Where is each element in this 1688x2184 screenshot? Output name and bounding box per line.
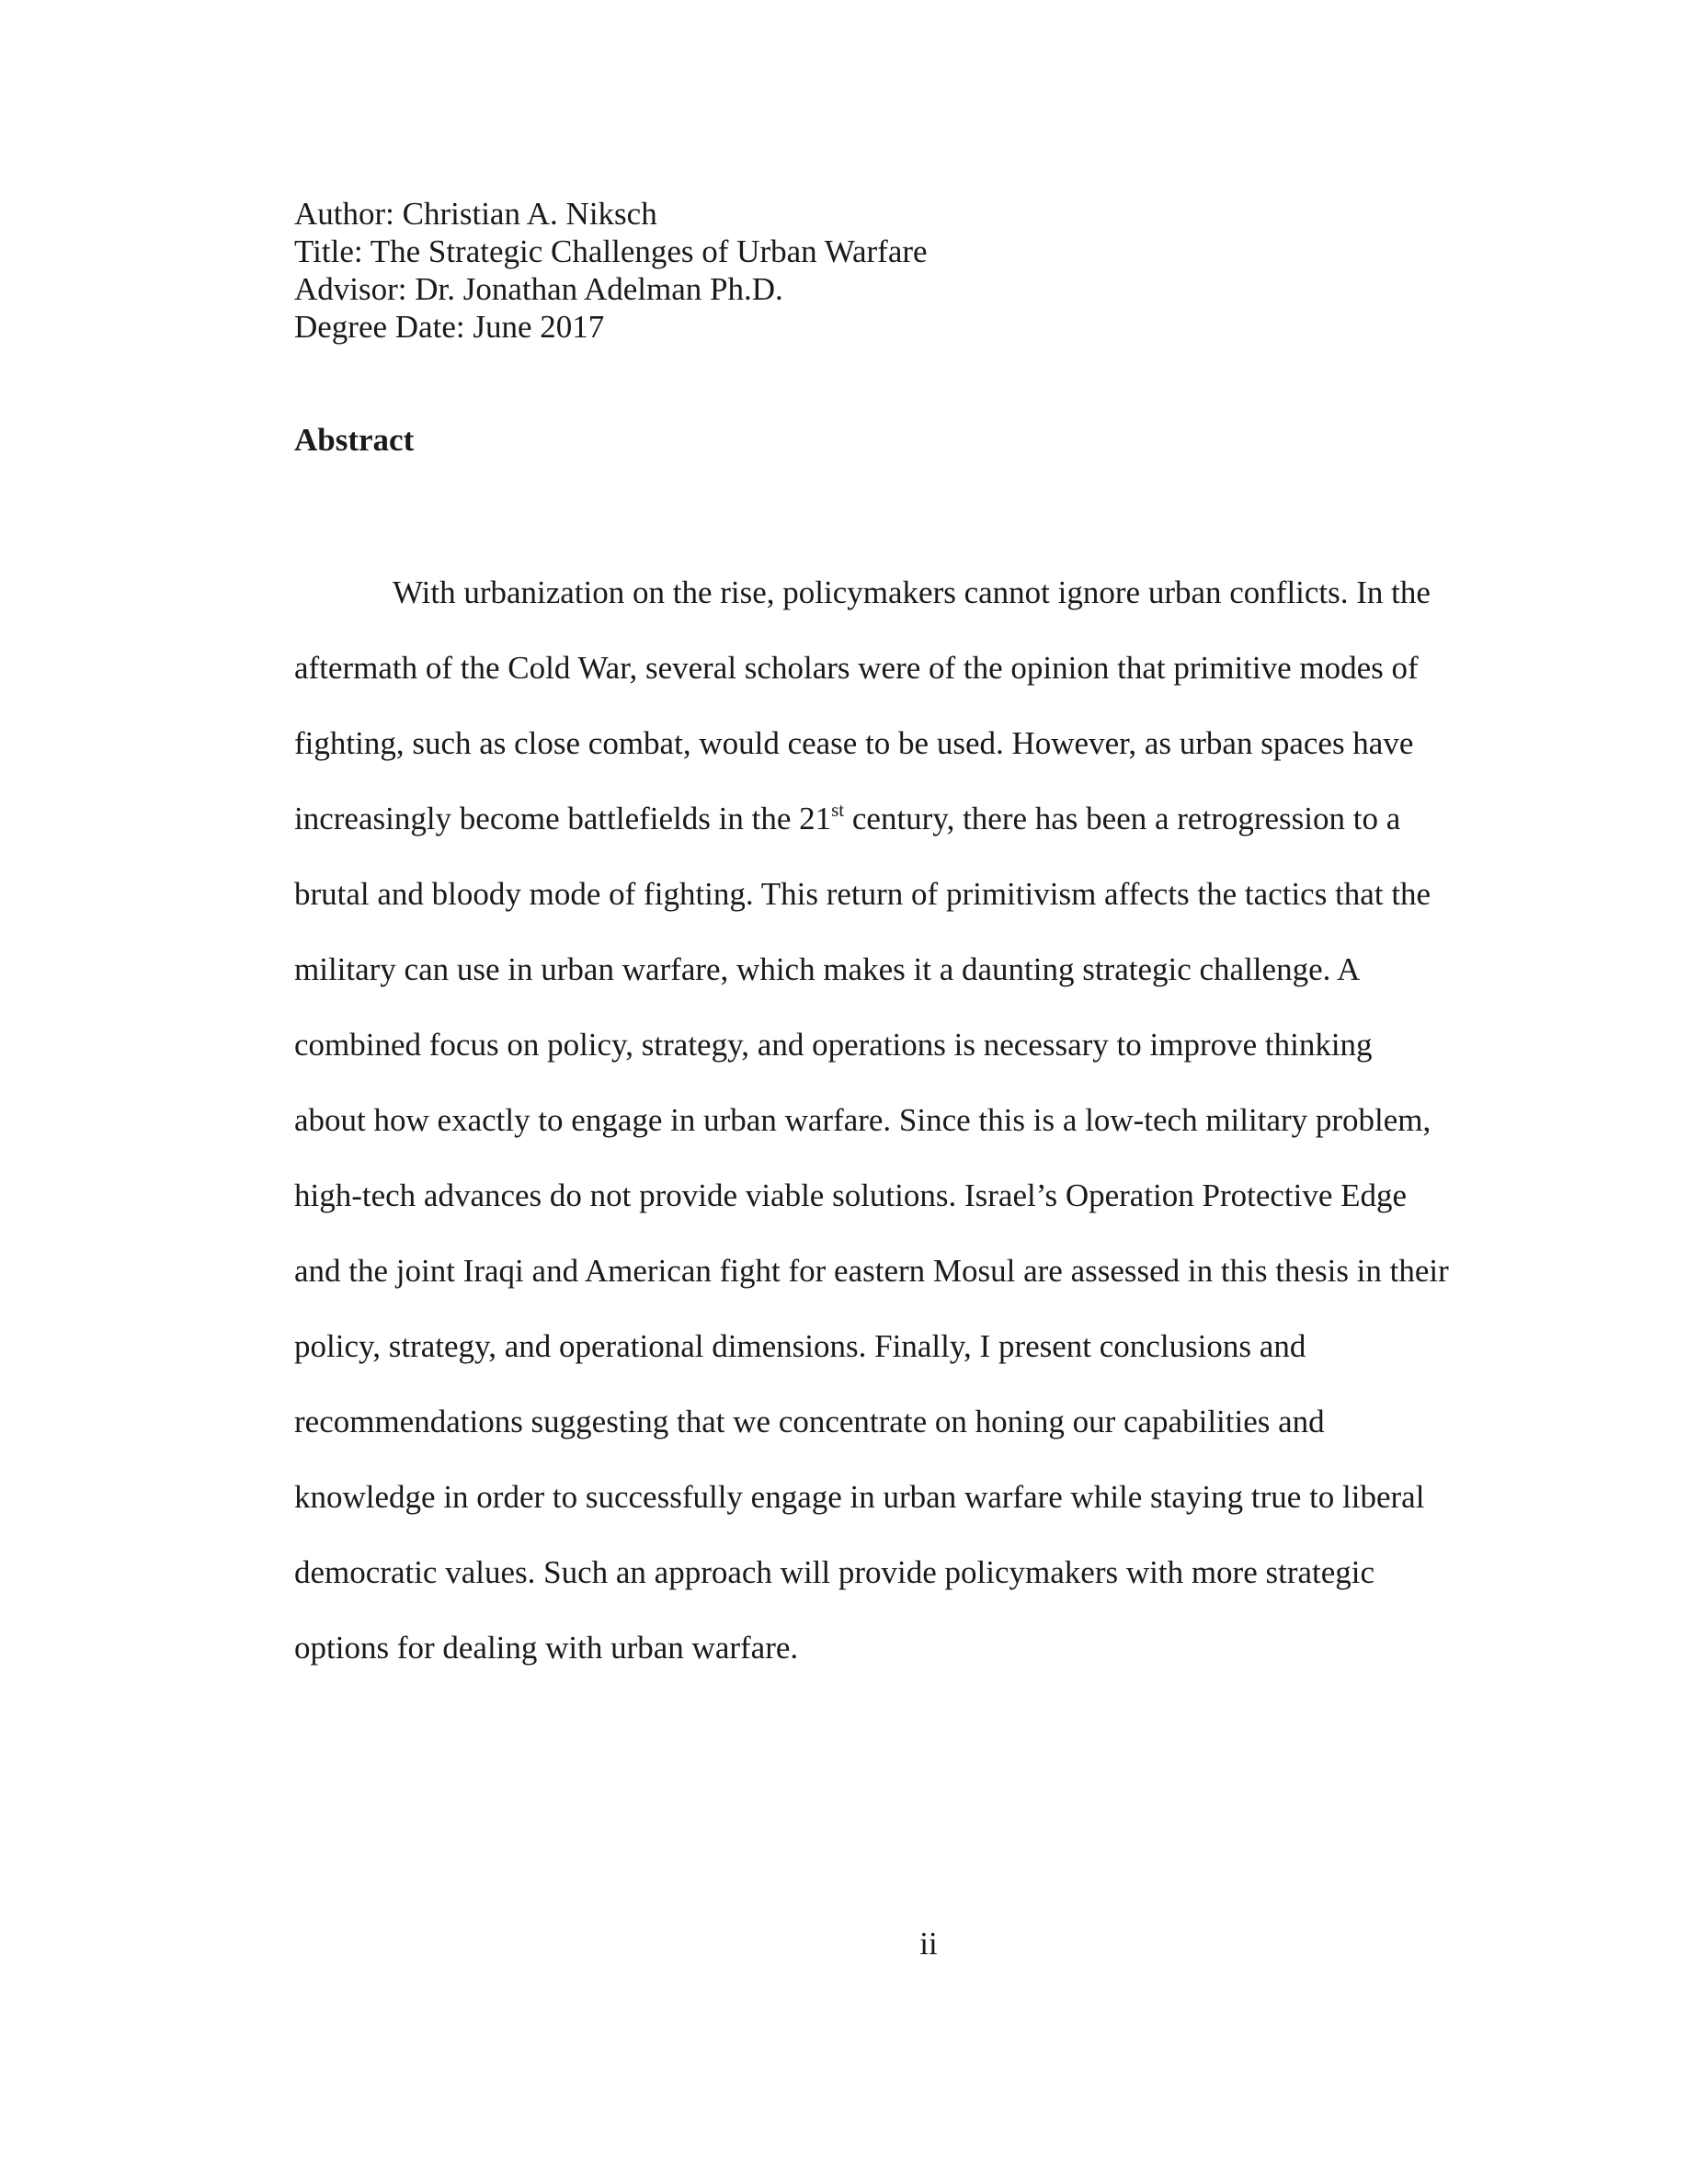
abstract-line: combined focus on policy, strategy, and operations is necessary to improve thinking [294,1027,1373,1063]
page-number: ii [919,1926,938,1962]
abstract-line: policy, strategy, and operational dimensions. Finally, I present conclusions and [294,1328,1306,1364]
abstract-line: fighting, such as close combat, would cease to be used. However, as urban spaces have [294,725,1414,761]
abstract-line: options for dealing with urban warfare. [294,1630,799,1666]
thesis-metadata [294,195,1489,346]
title-line: Title: The Strategic Challenges of Urban Warfare [294,233,928,269]
abstract-line: and the joint Iraqi and American fight for eastern Mosul are assessed in this thesis in their [294,1253,1449,1289]
abstract-line [294,796,1480,871]
degree-date-line: Degree Date: June 2017 [294,309,605,345]
abstract-line: aftermath of the Cold War, several scholars were of the opinion that primitive modes of [294,650,1419,686]
ordinal-superscript: st [831,799,845,821]
abstract-heading: Abstract [294,422,415,458]
abstract-line: high-tech advances do not provide viable solutions. Israel’s Operation Protective Edge [294,1177,1408,1213]
abstract-line-text: century, there has been a retrogression to a [844,801,1401,836]
abstract-line: brutal and bloody mode of fighting. This return of primitivism affects the tactics that the [294,876,1431,912]
abstract-line: knowledge in order to successfully engage in urban warfare while staying true to liberal [294,1479,1425,1515]
abstract-line: military can use in urban warfare, which makes it a daunting strategic challenge. A [294,951,1361,987]
abstract-line-text: increasingly become battlefields in the 21 [294,801,832,836]
abstract-body [294,570,1480,1701]
abstract-line: With urbanization on the rise, policymakers cannot ignore urban conflicts. In the [393,574,1431,610]
abstract-line: about how exactly to engage in urban warfare. Since this is a low-tech military problem, [294,1102,1431,1138]
author-line: Author: Christian A. Niksch [294,196,657,232]
abstract-line: democratic values. Such an approach will provide policymakers with more strategic [294,1554,1375,1590]
advisor-line: Advisor: Dr. Jonathan Adelman Ph.D. [294,271,783,307]
abstract-line: recommendations suggesting that we concentrate on honing our capabilities and [294,1404,1325,1439]
